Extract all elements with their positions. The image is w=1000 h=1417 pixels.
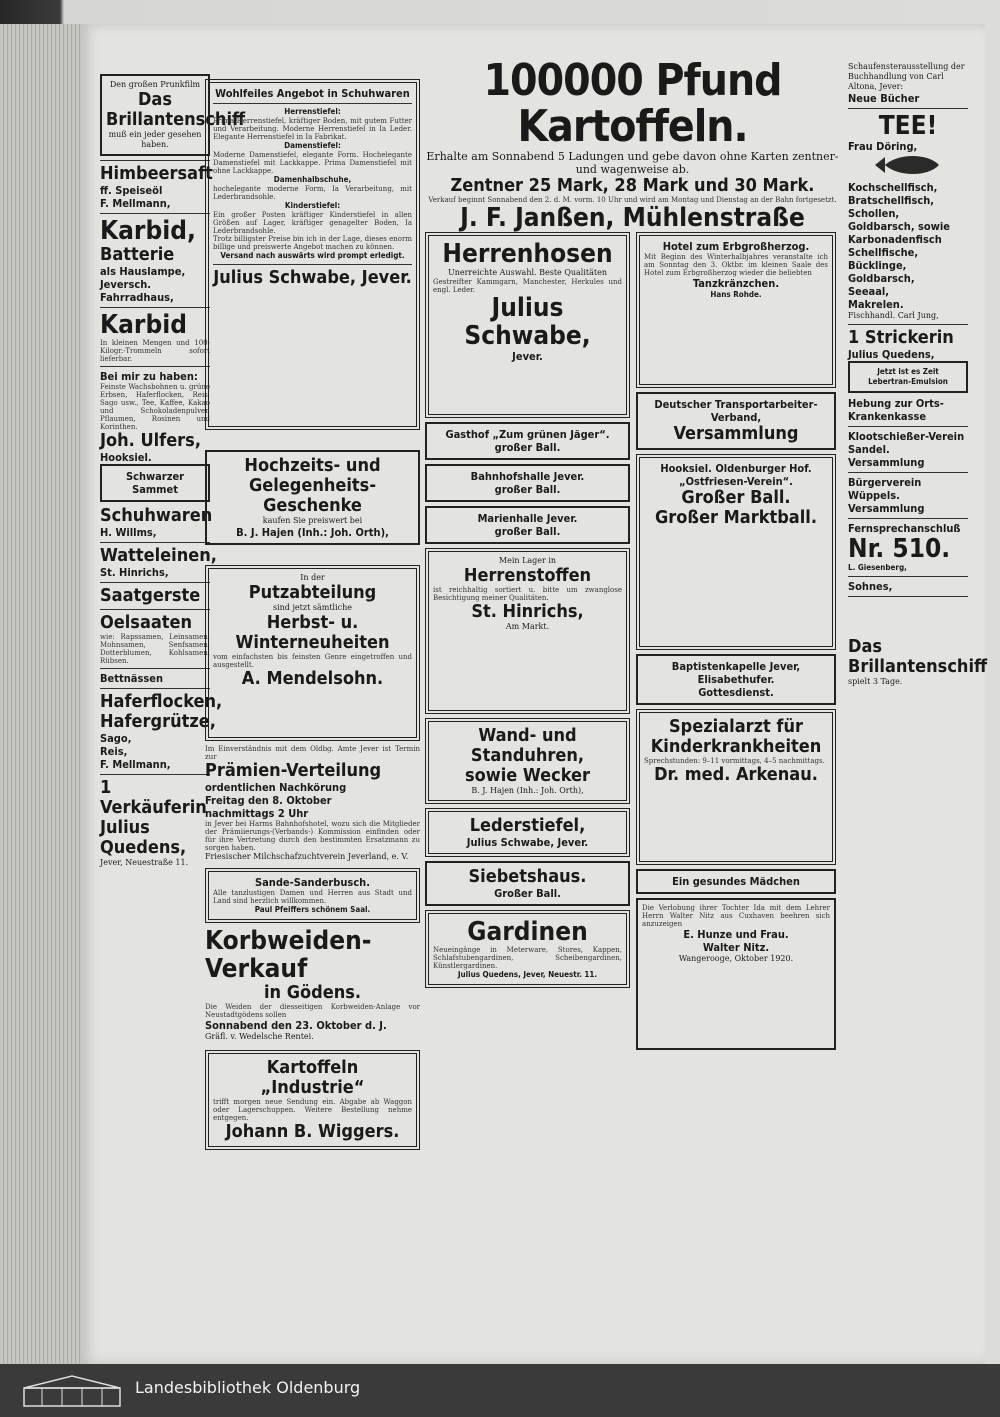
speiseoel: ff. Speiseöl (100, 184, 163, 197)
column-2: Wohlfeiles Angebot in Schuhwaren Herrenstiefel: Prima Herrenstiefel, kräftiger Boden, mit gutem Futter und Verarbeitung. Moderne Herrenstiefel in Ia Leder. Elegante Herrenstiefel in Ia Fabrikat. Damenstiefel: Moderne Damenstiefel, elegante Form. Hochelegante Damenstiefel mit Lackkappe. Prima Damenstiefel mit ohne Lackkappe. Damenhalbschuhe, hochelegante moderne Form, Ia Verarbeitung, mit Lederbrandsohle. Kinderstiefel: Ein großer Posten kräftiger Kinderstiefel in allen Größen auf Lager, kräftiger genagelter Boden, Ia Lederbrandsohle. Trotz billigster Preise bin ich in der Lage, dieses enorm billige und preiswerte Angebot machen zu können. Versand nach auswärts wird prompt erledigt. Julius Schwabe, Jever. Hochzeits- und Gelegenheits-Geschenke kaufen Sie preiswert bei B. J. Hajen (Inh.: Joh. Orth), In der Putzabteilung sind jetzt sämtliche Herbst- u. Winterneuheiten vom einfachsten bis feinsten Genre eingetroffen und ausgestellt. A. Mendelsohn. Im Einverständnis mit dem Oldbg. Amte Jever ist Termin zur Prämien-Verteilung ordentlichen Nachkörung Freitag den 8. Oktober nachmittags 2 Uhr in Jever bei Harms Bahnhofshotel, wozu sich die Mitglieder der Prämiierungs-(Verbands-) Kommission einfinden oder für ihre Vertretung durch den bestimmten Ersatzmann zu sorgen haben. Friesischer Milchschafzuchtverein Jeverland, e. V. Sande-Sanderbusch. Alle tanzlustigen Damen und Herren aus Stadt und Land sind herzlich willkommen. Paul Pfeiffers schönem Saal. Korbweiden-Verkauf in Gödens. Die Weiden der diesseitigen Korbweiden-Anlage vor Neustadtgödens sollen Sonnabend den 23. Oktober d. J. Gräfl. v. Wedelsche Rentei. Kartoffeln „Industrie“ trifft morgen neue Sendung ein. Abgabe ab Waggon oder Lagerschuppen. Weitere Bestellung nehme entgegen. Johann B. Wiggers. (205, 24, 420, 1154)
brillant-sub-col4: spielt 3 Tage. (848, 677, 903, 686)
gasthof-ad (425, 422, 630, 460)
gasthof: Gasthof „Zum grünen Jäger“. (445, 428, 610, 441)
korbweiden: Korbweiden-Verkauf (205, 926, 372, 984)
nitz: Walter Nitz. (702, 941, 770, 954)
ulfers-hooksiel: Hooksiel. (100, 451, 152, 464)
am-markt: Am Markt. (505, 622, 550, 631)
maedchen-ad (636, 869, 836, 894)
page-stack-edge (0, 24, 80, 1364)
hotel: Hotel zum Erbgroßherzog. (662, 240, 810, 253)
gardinen: Gardinen (467, 917, 588, 947)
giesenberg: L. Giesenberg, (848, 563, 907, 572)
sande-title: Sande-Sanderbusch. (255, 876, 370, 889)
lebertran-ad (848, 361, 968, 393)
baptist-ad (636, 654, 836, 705)
quedens-addr: Jever, Neuestraße 11. (100, 858, 189, 867)
versand: Versand nach auswärts wird prompt erledigt. (220, 251, 405, 260)
hooksiel-ad (636, 454, 836, 650)
jetzt: Jetzt ist es Zeit (877, 367, 939, 376)
kartoffeln-industrie-ad: Kartoffeln „Industrie“ trifft morgen neue Sendung ein. Abgabe ab Waggon oder Lagerschuppen. Weitere Bestellung nehme entgegen. Johann B. Wiggers. (205, 1050, 420, 1150)
haferflocken: Haferflocken, (100, 691, 223, 712)
schellfische: Schellfische, (848, 246, 919, 259)
strickerin: 1 Strickerin (848, 327, 954, 348)
putz-sub: sind jetzt sämtliche (272, 603, 353, 612)
ulfers: Joh. Ulfers, (100, 430, 201, 451)
hauslampe: als Hauslampe, (100, 265, 186, 278)
putz-title: Putzabteilung (248, 582, 377, 603)
zentner: Zentner 25 Mark, 28 Mark und 30 Mark. (450, 175, 815, 196)
herrenhosen-ad: Herrenhosen Unerreichte Auswahl. Beste Qualitäten Gestreifter Kammgarn, Manchester, Herkules und engl. Leder. Julius Schwabe, Jever. (425, 232, 630, 418)
wohlfeil-title: Wohlfeiles Angebot in Schuhwaren (215, 87, 410, 100)
quedens-col1: Julius Quedens, (100, 817, 187, 858)
himbeersaft: Himbeersaft (100, 163, 213, 184)
fernsprech: Fernsprechanschluß (848, 522, 961, 535)
lederstiefel-ad (425, 808, 630, 857)
mendelsohn: A. Mendelsohn. (241, 668, 384, 689)
brillant-sub: muß ein jeder gesehen haben. (108, 130, 202, 149)
ostfriesen: „Ostfriesen-Verein“. (679, 475, 793, 488)
janssen: J. F. Janßen, Mühlenstraße (460, 203, 805, 233)
friesischer: Friesischer Milchschafzuchtverein Jeverland, e. V. (205, 852, 409, 861)
wecker: sowie Wecker (465, 765, 590, 786)
schaufenster: Schaufensterausstellung der Buchhandlung von Carl Altona, Jever: (848, 62, 965, 91)
st-hinrichs: St. Hinrichs, (471, 601, 584, 622)
sohnes: Sohnes, (848, 580, 893, 593)
schwabe-schuhwaren: Julius Schwabe, Jever. (213, 267, 412, 288)
hebung: Hebung zur Orts-Krankenkasse (848, 397, 944, 423)
mellmann: F. Mellmann, (100, 197, 171, 210)
saatgerste: Saatgerste (100, 585, 201, 606)
fahrradhaus: Jeversch. Fahrradhaus, (100, 278, 174, 304)
buerger-versammlung: Versammlung (848, 502, 925, 515)
siebetshaus-ball: Großer Ball. (494, 887, 561, 900)
bahnhof: Bahnhofshalle Jever. (470, 470, 585, 483)
herbst: Herbst- u. Winterneuheiten (235, 612, 390, 653)
pfeiffer: Paul Pfeiffers schönem Saal. (254, 905, 371, 914)
column-4 (848, 24, 988, 687)
karbid: Karbid, (100, 216, 196, 246)
siebetshaus: Siebetshaus. (468, 866, 587, 887)
bahnhof-ad (425, 464, 630, 502)
geschenke-title: Hochzeits- und Gelegenheits-Geschenke (244, 455, 381, 516)
rohde: Hans Rohde. (710, 290, 762, 299)
wiggers: Johann B. Wiggers. (225, 1121, 400, 1142)
sago: Sago, (100, 732, 132, 745)
transport-versammlung: Versammlung (673, 423, 799, 444)
jung: Fischhandl. Carl Jung, (848, 311, 939, 320)
newspaper-page (80, 24, 988, 1364)
verlobung: E. Hunze und Frau. (683, 928, 789, 941)
goedens: in Gödens. (263, 982, 362, 1003)
marktball: Großer Marktball. (655, 507, 817, 528)
tee: TEE! (878, 111, 938, 141)
kartoffeln-head: 100000 Pfund Kartoffeln. (483, 55, 782, 152)
schuhwaren: Schuhwaren (100, 505, 213, 526)
transport: Deutscher Transportarbeiter-Verband, (654, 398, 818, 424)
freitag: Freitag den 8. Oktober (205, 794, 332, 807)
baptist: Baptistenkapelle Jever, Elisabethufer. (671, 660, 801, 686)
library-name: Landesbibliothek Oldenburg (135, 1378, 361, 1397)
nachmittags: nachmittags 2 Uhr (205, 807, 309, 820)
lager: Mein Lager in (498, 556, 557, 565)
reis: Reis, (100, 745, 128, 758)
buergerverein: Bürgerverein Wüppels. (848, 476, 922, 502)
sonnabend-korb: Sonnabend den 23. Oktober d. J. (205, 1019, 387, 1032)
schwabe-leder: Julius Schwabe, Jever. (466, 836, 589, 849)
herrenhosen: Herrenhosen (442, 239, 613, 269)
wanduhren: Wand- und Standuhren, (470, 725, 585, 766)
fisch: Kochschellfisch, Bratschellfisch, Schollen, Goldbarsch, sowie Karbonadenfisch (848, 181, 950, 246)
willms: H. Willms, (100, 526, 157, 539)
gottesdienst: Gottesdienst. (698, 686, 774, 699)
uhren-ad (425, 718, 630, 804)
brillant-title-col4: Das Brillantenschiff (848, 636, 988, 677)
marienhalle: Marienhalle Jever. (477, 512, 578, 525)
verlobung-ad: Die Verlobung ihrer Tochter Ida mit dem Lehrer Herrn Walter Nitz aus Cuxhaven beehren sich anzuzeigen E. Hunze und Frau. Walter Nitz. Wangerooge, Oktober 1920. (636, 898, 836, 1050)
schwabe-hosen: Julius Schwabe, (464, 293, 591, 351)
lederstiefel: Lederstiefel, (469, 815, 586, 836)
bahnhof-ball: großer Ball. (494, 483, 561, 496)
hajen-col2: B. J. Hajen (Inh.: Joh. Orth), (236, 526, 389, 539)
nr-510: Nr. 510. (848, 534, 951, 564)
nachkoerung: ordentlichen Nachkörung (205, 781, 347, 794)
batterie: Batterie (100, 244, 175, 265)
kinderstiefel: Kinderstiefel: (284, 201, 341, 210)
karbid-2: Karbid (100, 310, 187, 340)
hafergruetze: Hafergrütze, (100, 711, 216, 732)
rentei: Gräfl. v. Wedelsche Rentei. (205, 1032, 314, 1041)
column-1: Den großen Prunkfilm Das Brillantenschiff muß ein jeder gesehen haben. Himbeersaft ff. Speiseöl F. Mellmann, Karbid, Batterie als Hauslampe, Jeversch. Fahrradhaus, Karbid In kleinen Mengen und 100-Kilogr.-Trommeln sofort lieferbar. Bei mir zu haben: Feinste Wachsbohnen u. grüne Erbsen, Haferflocken, Reis, Sago usw., Tee, Kaffee, Kakao und Schokoladenpulver, Pflaumen, Rosinen und Korinthen. Joh. Ulfers, Hooksiel. Schwarzer Sammet Schuhwaren H. Willms, Watteleinen, St. Hinrichs, Saatgerste Oelsaaten wie: Rapssamen, Leinsamen, Mohnsamen, Senfsamen, Dotterblumen, Kohlsamen, Rübsen. Bettnässen Haferflocken, Hafergrütze, Sago, Reis, F. Mellmann, 1 Verkäuferin Julius Quedens, Jever, Neuestraße 11. (100, 24, 210, 868)
hooksiel-ball: Großer Ball. (681, 487, 791, 508)
makrelen: Makrelen. (848, 298, 904, 311)
klootschiesser: Klootschießer-Verein Sandel. (848, 430, 965, 456)
herrenhosen-sub: Unerreichte Auswahl. Beste Qualitäten (447, 268, 608, 277)
frau-doering: Frau Döring, (848, 140, 918, 153)
fish-icon (873, 153, 943, 177)
bettnaessen: Bettnässen (100, 672, 163, 685)
bei-mir: Bei mir zu haben: (100, 370, 198, 383)
hooksiel: Hooksiel. Oldenburger Hof. (660, 462, 812, 475)
kartoffeln-text: Erhalte am Sonnabend 5 Ladungen und gebe davon ohne Karten zentner- und wagenweise ab. (426, 150, 839, 176)
geschenke-ad (205, 450, 420, 545)
column-3: 100000 Pfund Kartoffeln. Erhalte am Sonnabend 5 Ladungen und gebe davon ohne Karten zentner- und wagenweise ab. Zentner 25 Mark, 28 Mark und 30 Mark. Verkauf beginnt Sonnabend den 2. d. M. vorm. 10 Uhr und wird am Montag und Dienstag an der Bahn fortgesetzt. J. F. Janßen, Mühlenstraße Herrenhosen Unerreichte Auswahl. Beste Qualitäten Gestreifter Kammgarn, Manchester, Herkules und engl. Leder. Julius Schwabe, Jever. Gasthof „Zum grünen Jäger“. großer Ball. Bahnhofshalle Jever. großer Ball. Marienhalle Jever. großer Ball. Mein Lager in Herrenstoffen ist reichhaltig sortiert u. bitte um zwanglose Besichtigung meiner Qualitäten. St. Hinrichs, Am Markt. Wand- und Standuhren, sowie Wecker B. J. Hajen (Inh.: Joh. Orth), Lederstiefel, Julius Schwabe, Jever. Siebetshaus. Großer Ball. Gardinen Neueingänge in Meterware, Stores, Kappen, Schlafstubengardinen, Scheibengardinen, Künstlergardinen. Julius Quedens, Jever, Neuestr. 11. Hotel zum Erbgroßherzog. Mit Beginn des Winterhalbjahres veranstalte ich am Sonntag den 3. Oktbr. im kleinen Saale des Hotel zum Erbgroßherzog wieder die beliebten Tanzkränzchen. Hans Rohde. Deutscher Transportarbeiter-Verband, Versammlung Hooksiel. Oldenburger Hof. „Ostfriesen-Verein“. Großer Ball. Großer Marktball. Baptistenkapelle Jever, Elisabethufer. Gottesdienst. Spezialarzt für Kinderkrankheiten Sprechstunden: 9–11 vormittags, 4–5 nachmittags. Dr. med. Arkenau. Ein gesundes Mädchen Die Verlobung ihrer Tochter Ida mit dem Lehrer Herrn Walter Nitz aus Cuxhaven beehren sich anzuzeigen E. Hunze und Frau. Walter Nitz. Wangerooge, Oktober 1920. (425, 24, 840, 1054)
tanz: Tanzkränzchen. (692, 277, 780, 290)
sammet: Schwarzer Sammet (125, 470, 185, 496)
marienhalle-ball: großer Ball. (494, 525, 561, 538)
damenstiefel: Damenstiefel: (284, 141, 341, 150)
arkenau: Dr. med. Arkenau. (654, 764, 818, 785)
maedchen: Ein gesundes Mädchen (672, 875, 800, 888)
sammet-ad (100, 464, 210, 502)
brillant-head: Den großen Prunkfilm (109, 80, 201, 89)
hinrichs-col1: St. Hinrichs, (100, 566, 169, 579)
spezialarzt: Spezialarzt für Kinderkrankheiten (650, 716, 822, 757)
goldbarsch: Goldbarsch, (848, 272, 915, 285)
putz-ad: In der Putzabteilung sind jetzt sämtliche Herbst- u. Winterneuheiten vom einfachsten bis feinsten Genre eingetroffen und ausgestellt. A. Mendelsohn. (205, 565, 420, 741)
gardinen-ad: Gardinen Neueingänge in Meterware, Stores, Kappen, Schlafstubengardinen, Scheibengardinen, Künstlergardinen. Julius Quedens, Jever, Neuestr. 11. (425, 910, 630, 988)
kartoffeln-industrie: Kartoffeln „Industrie“ (260, 1057, 365, 1098)
buecklinge: Bücklinge, (848, 259, 907, 272)
jever: Jever. (512, 350, 543, 363)
mellmann-2: F. Mellmann, (100, 758, 171, 771)
gasthof-ball: großer Ball. (494, 441, 561, 454)
verkaeuferin: 1 Verkäuferin (100, 777, 207, 818)
transport-ad (636, 392, 836, 450)
damenhalbschuhe: Damenhalbschuhe, (273, 175, 352, 184)
seeaal: Seeaal, (848, 285, 890, 298)
siebetshaus-ad (425, 861, 630, 906)
hajen-col3: B. J. Hajen (Inh.: Joh. Orth), (471, 786, 584, 795)
praemien: Prämien-Verteilung (205, 760, 382, 781)
watteleinen: Watteleinen, (100, 545, 217, 566)
lebertran: Lebertran-Emulsion (868, 377, 948, 386)
herrenstiefel: Herrenstiefel: (284, 107, 341, 116)
library-logo-icon (22, 1374, 122, 1408)
wangerooge: Wangerooge, Oktober 1920. (678, 954, 794, 963)
schuhwaren-ad: Wohlfeiles Angebot in Schuhwaren Herrenstiefel: Prima Herrenstiefel, kräftiger Boden, mit gutem Futter und Verarbeitung. Moderne Herrenstiefel in Ia Leder. Elegante Herrenstiefel in Ia Fabrikat. Damenstiefel: Moderne Damenstiefel, elegante Form. Hochelegante Damenstiefel mit Lackkappe. Prima Damenstiefel mit ohne Lackkappe. Damenhalbschuhe, hochelegante moderne Form, Ia Verarbeitung, mit Lederbrandsohle. Kinderstiefel: Ein großer Posten kräftiger Kinderstiefel in allen Größen auf Lager, kräftiger genagelter Boden, Ia Lederbrandsohle. Trotz billigster Preise bin ich in der Lage, dieses enorm billige und preiswerte Angebot machen zu können. Versand nach auswärts wird prompt erledigt. Julius Schwabe, Jever. (205, 79, 420, 430)
kloot-versammlung: Versammlung (848, 456, 925, 469)
neue-buecher: Neue Bücher (848, 92, 920, 105)
marienhalle-ad (425, 506, 630, 544)
quedens-gardinen: Julius Quedens, Jever, Neuestr. 11. (457, 970, 598, 979)
quedens-col4: Julius Quedens, (848, 348, 935, 361)
arzt-ad: Spezialarzt für Kinderkrankheiten Sprechstunden: 9–11 vormittags, 4–5 nachmittags. Dr. med. Arkenau. (636, 709, 836, 865)
geschenke-sub: kaufen Sie preiswert bei (262, 516, 363, 525)
herrenstoffen: Herrenstoffen (463, 565, 592, 586)
putz-head: In der (300, 573, 325, 582)
brillant-ad (100, 74, 246, 156)
oelsaaten: Oelsaaten (100, 612, 193, 633)
hotel-ad: Hotel zum Erbgroßherzog. Mit Beginn des Winterhalbjahres veranstalte ich am Sonntag den 3. Oktbr. im kleinen Saale des Hotel zum Erbgroßherzog wieder die beliebten Tanzkränzchen. Hans Rohde. (636, 232, 836, 388)
sande-ad: Sande-Sanderbusch. Alle tanzlustigen Damen und Herren aus Stadt und Land sind herzlich willkommen. Paul Pfeiffers schönem Saal. (205, 868, 420, 923)
brillant-title: Das Brillantenschiff (106, 89, 246, 130)
herrenstoffen-ad: Mein Lager in Herrenstoffen ist reichhaltig sortiert u. bitte um zwanglose Besichtigung meiner Qualitäten. St. Hinrichs, Am Markt. (425, 548, 630, 714)
library-footer (0, 1364, 1000, 1417)
